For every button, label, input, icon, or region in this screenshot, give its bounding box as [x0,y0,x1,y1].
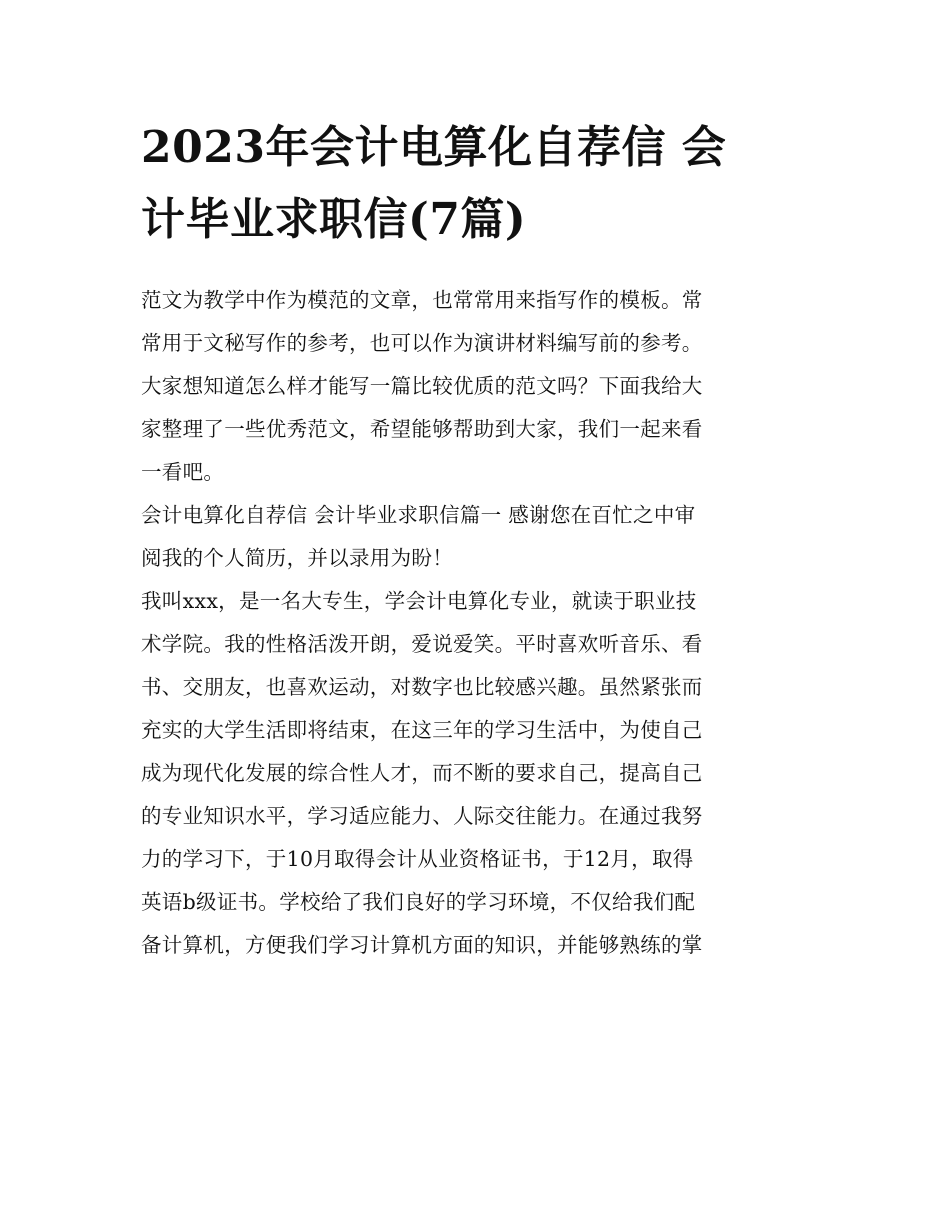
letter-opening-paragraph: 会计电算化自荐信 会计毕业求职信篇一 感谢您在百忙之中审 阅我的个人简历，并以录用为盼！ [141,503,696,570]
document-title: 2023年会计电算化自荐信 会 计毕业求职信(7篇) [141,122,727,245]
document-body [141,279,813,967]
self-introduction-paragraph: 我叫xxx，是一名大专生，学会计电算化专业，就读于职业技 术学院。我的性格活泼开朗，爱说爱笑。平时喜欢听音乐、看 书、交朋友，也喜欢运动，对数字也比较感兴趣。虽然紧张而 充实的大学生活即将结束，在这三年的学习生活中，为使自己 成为现代化发展的综合性人才，而不断的要求自己，提高自己 的专业知识水平，学习适应能力、人际交往能力。在通过我努 力的学习下，于10月取得会计从业资格证书，于12月，取得 英语b级证书。学校给了我们良好的学习环境，不仅给我们配 备计算机，方便我们学习计算机方面的知识，并能够熟练的掌 [141,589,703,957]
intro-paragraph: 范文为教学中作为模范的文章，也常常用来指写作的模板。常 常用于文秘写作的参考，也可以作为演讲材料编写前的参考。 大家想知道怎么样才能写一篇比较优质的范文吗？下面我给大 家整理了一些优秀范文，希望能够帮助到大家，我们一起来看 一看吧。 [141,288,703,484]
